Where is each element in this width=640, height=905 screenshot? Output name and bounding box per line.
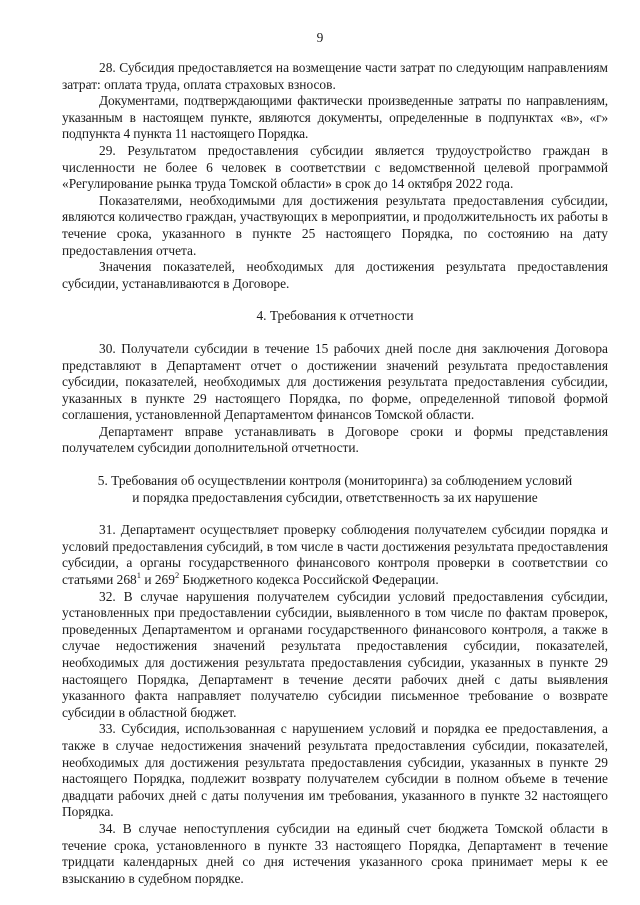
paragraph-31 (62, 522, 608, 588)
paragraph-28-documents: Документами, подтверждающими фактически произведенные затраты по направлениям, указанным в настоящем пункте, являются документы, определенные в подпунктах «в», «г» подпункта 4 пункта 11 настоящего Порядка. (62, 93, 608, 142)
section-4-heading: 4. Требования к отчетности (256, 308, 414, 324)
paragraph-31-text-c: Бюджетного кодекса Российской Федерации. (179, 572, 439, 588)
paragraph-29-indicators: Показателями, необходимыми для достижения результата предоставления субсидии, являются количество граждан, участвующих в мероприятии, и продолжительность их работы в течение срока, указанного в пункте 25 настоящего Порядка, по состоянию на дату предоставления отчета. (62, 192, 608, 258)
paragraph-31-text-a: 31. Департамент осуществляет проверку соблюдения получателем субсидии порядка и условий предоставления субсидий, в том числе в части достижения результата предоставления субсидии, а органы государственного финансового контроля проверки в соответствии со статьями 268 (62, 522, 608, 588)
paragraph-34: 34. В случае непоступления субсидии на единый счет бюджета Томской области в течение срока, установленного в пункте 33 настоящего Порядка, Департамент в течение тридцати календарных дней со дня истечения указанного срока принимает меры к ее взысканию в судебном порядке. (62, 820, 608, 886)
paragraph-29: 29. Результатом предоставления субсидии является трудоустройство граждан в численности не более 6 человек в соответствии с ведомственной целевой программой «Регулирование рынка труда Томской области» в срок до 14 октября 2022 года. (62, 142, 608, 192)
page-number: 9 (316, 30, 324, 45)
paragraph-32: 32. В случае нарушения получателем субсидии условий предоставления субсидии, установленных при предоставлении субсидии, выявленного в том числе по фактам проверок, проведенных Департаментом и органами государственного финансового контроля, а также в случае недостижения значений результата предоставления субсидии, показателей, необходимых для достижения результата предоставления субсидии, указанных в пункте 29 настоящего Порядка, Департамент в течение десяти рабочих дней с даты выявления указанного факта направляет получателю субсидии письменное требование о возврате субсидии в областной бюджет. (62, 588, 608, 720)
section-5-heading-line2: и порядка предоставления субсидии, ответственность за их нарушение (132, 489, 538, 505)
document-body (62, 60, 608, 887)
superscript-2: 2 (174, 569, 180, 580)
superscript-1: 1 (136, 569, 141, 580)
paragraph-33: 33. Субсидия, использованная с нарушением условий и порядка ее предоставления, а также в случае недостижения значений результата предоставления субсидии, показателей, необходимых для достижения результата предоставления субсидии, указанных в пункте 29 настоящего Порядка, подлежит возврату получателем субсидии в полном объеме в течение двадцати рабочих дней с даты получения им требования, указанного в пункте 32 настоящего Порядка. (62, 721, 608, 820)
section-5-heading (62, 473, 608, 506)
paragraph-29-values: Значения показателей, необходимых для достижения результата предоставления субсидии, устанавливаются в Договоре. (62, 259, 608, 291)
paragraph-30: 30. Получатели субсидии в течение 15 рабочих дней после дня заключения Договора представляют в Департамент отчет о достижении значений результата предоставления субсидии, показателей, необходимых для достижения результата предоставления субсидии, указанных в пункте 29 настоящего Порядка, по форме, определенной типовой формой соглашения, установленной Департаментом финансов Томской области. (62, 340, 608, 423)
paragraph-31-text-b: и 269 (141, 572, 175, 588)
paragraph-30-extra: Департамент вправе устанавливать в Договоре сроки и формы представления получателем субсидии дополнительной отчетности. (62, 423, 608, 456)
paragraph-28: 28. Субсидия предоставляется на возмещение части затрат по следующим направлениям затрат: оплата труда, оплата страховых взносов. (62, 60, 608, 92)
section-5-heading-line1: 5. Требования об осуществлении контроля (мониторинга) за соблюдением условий (97, 473, 573, 489)
